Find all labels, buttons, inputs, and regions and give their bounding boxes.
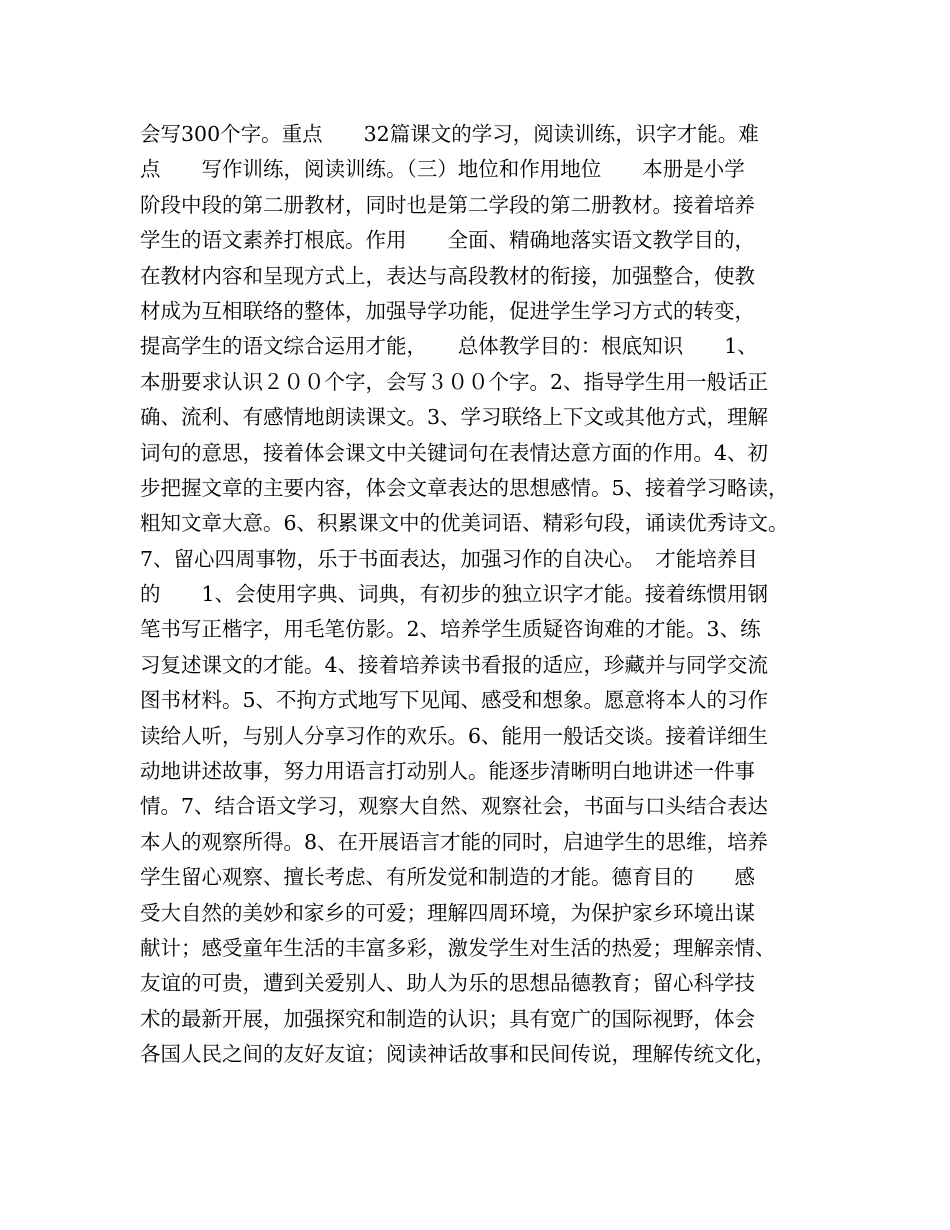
text-line: 情。7、结合语文学习，观察大自然、观察社会，书面与口头结合表达 <box>140 794 769 819</box>
text-line: 受大自然的美妙和家乡的可爱；理解四周环境，为保护家乡环境出谋 <box>140 900 755 925</box>
text-line: 词句的意思，接着体会课文中关键词句在表情达意方面的作用。4、初 <box>140 440 769 465</box>
text-line: 在教材内容和呈现方式上，表达与高段教材的衔接，加强整合，使教 <box>140 263 755 288</box>
text-line: 学生的语文素养打根底。作用 全面、精确地落实语文教学目的， <box>140 228 755 253</box>
text-line: 献计；感受童年生活的丰富多彩，激发学生对生活的热爱；理解亲情、 <box>140 935 776 960</box>
text-line: 术的最新开展，加强探究和制造的认识；具有宽广的国际视野，体会 <box>140 1006 755 1031</box>
text-line: 笔书写正楷字，用毛笔仿影。2、培养学生质疑咨询难的才能。3、练 <box>140 617 761 642</box>
text-line: 学生留心观察、擅长考虑、有所发觉和制造的才能。德育目的 感 <box>140 865 755 890</box>
text-line: 本人的观察所得。8、在开展语言才能的同时，启迪学生的思维，培养 <box>140 829 769 854</box>
text-line: 点 写作训练，阅读训练。（三）地位和作用地位 本册是小学 <box>140 157 745 182</box>
text-line: 本册要求认识２００个字，会写３００个字。2、指导学生用一般话正 <box>140 369 769 394</box>
text-line: 7、留心四周事物，乐于书面表达，加强习作的自决心。 才能培养目 <box>140 546 758 571</box>
text-line: 会写300个字。重点 32篇课文的学习，阅读训练，识字才能。难 <box>140 122 759 146</box>
text-line: 动地讲述故事，努力用语言打动别人。能逐步清晰明白地讲述一件事 <box>140 759 755 784</box>
text-line: 习复述课文的才能。4、接着培养读书看报的适应，珍藏并与同学交流 <box>140 652 769 677</box>
text-line: 提高学生的语文综合运用才能， 总体教学目的：根底知识 1、 <box>140 334 758 359</box>
text-line: 步把握文章的主要内容，体会文章表达的思想感情。5、接着学习略读， <box>140 475 789 500</box>
text-line: 的 1、会使用字典、词典，有初步的独立识字才能。接着练惯用钢 <box>140 582 769 607</box>
text-line: 阶段中段的第二册教材，同时也是第二学段的第二册教材。接着培养 <box>140 192 755 217</box>
text-line: 粗知文章大意。6、积累课文中的优美词语、精彩句段，诵读优秀诗文。 <box>140 511 789 536</box>
text-line: 确、流利、有感情地朗读课文。3、学习联络上下文或其他方式，理解 <box>140 405 769 430</box>
text-line: 各国人民之间的友好友谊；阅读神话故事和民间传说，理解传统文化， <box>140 1042 776 1067</box>
body-text <box>140 117 820 1073</box>
text-line: 读给人听，与别人分享习作的欢乐。6、能用一般话交谈。接着详细生 <box>140 723 769 748</box>
text-line: 材成为互相联络的整体，加强导学功能，促进学生学习方式的转变， <box>140 298 755 323</box>
text-line: 友谊的可贵，遭到关爱别人、助人为乐的思想品德教育；留心科学技 <box>140 971 755 996</box>
text-line: 图书材料。5、不拘方式地写下见闻、感受和想象。愿意将本人的习作 <box>140 688 769 713</box>
